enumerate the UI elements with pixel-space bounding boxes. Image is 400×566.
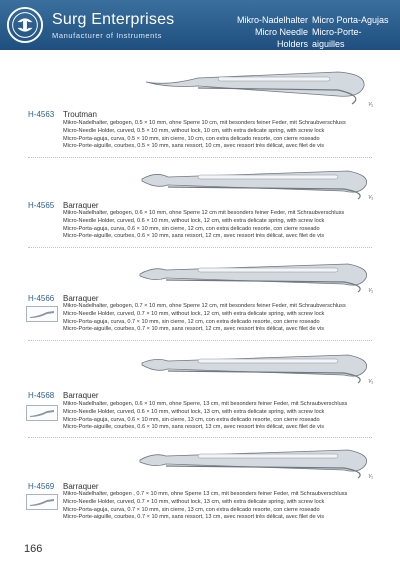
section-divider <box>28 247 372 248</box>
description-fr: Micro-Porte-aiguille, courbes, 0.6 × 10 mm, sans ressort, 12 cm, avec ressort très délicat, avec filet de vis <box>63 233 324 240</box>
product-h-4563 <box>0 64 400 154</box>
product-description <box>63 210 344 241</box>
description-es: Micro-Porta-aguja, curva, 0.6 × 10 mm, sin cierre, 13 cm, con extra delicado resorte, con cierre roseado <box>63 416 320 423</box>
scale-label: ¹⁄₁ <box>368 379 373 385</box>
description-es: Micro-Porta-aguja, curva, 0.7 × 10 mm, sin cierre, 12 cm, con extra delicado resorte, con cierre roseado <box>63 318 320 325</box>
description-es: Micro-Porta-aguja, curva, 0.7 × 10 mm, sin cierre, 13 cm, con extra delicado resorte, con cierre roseado <box>63 506 320 513</box>
product-name: Barraquer <box>63 201 99 210</box>
description-en: Micro-Needle Holder, curved, 0.5 × 10 mm, without lock, 10 cm, with extra delicate spring, with screw lock <box>63 127 325 134</box>
jaw-tip-detail-icon <box>26 306 58 322</box>
description-fr: Micro-Porte-aiguille, courbes, 0.5 × 10 mm, sans ressort, 10 cm, avec ressort très délicat, avec filet de vis <box>63 143 324 150</box>
description-fr: Micro-Porte-aiguille, courbes, 0.7 × 10 mm, sans ressort, 12 cm, avec ressort très délicat, avec filet de vis <box>63 326 324 333</box>
category-title-fr: Micro-Porte-aiguilles <box>312 27 362 49</box>
product-name: Barraquer <box>63 482 99 491</box>
description-es: Micro-Porta-aguja, curva, 0.5 × 10 mm, sin cierre, 10 cm, con extra delicado resorte, con cierre roseado <box>63 135 320 142</box>
description-de: Mikro-Nadelhalter, gebogen, 0.6 × 10 mm, ohne Sperre 12 cm mit besonders feiner Feder, mit Schraubverschluss <box>63 210 345 216</box>
description-de: Mikro-Nadelhalter, gebogen, 0.5 × 10 mm, ohne Sperre 10 cm, mit besonders feiner Feder, mit Schraubverschluss <box>63 120 346 126</box>
product-name: Troutman <box>63 110 97 119</box>
description-fr: Micro-Porte-aiguille, courbes, 0.6 × 10 mm, sans ressort, 13 cm, avec ressort très délicat, avec filet de vis <box>63 424 324 431</box>
product-name: Barraquer <box>63 391 99 400</box>
section-divider <box>28 340 372 341</box>
page-header <box>0 0 400 50</box>
needle-holder-image <box>138 440 372 484</box>
product-code: H-4566 <box>28 294 55 303</box>
product-description <box>63 303 346 334</box>
description-en: Micro-Needle Holder, curved, 0.6 × 10 mm, without lock, 13 cm, with extra delicate spring, with screw lock <box>63 408 325 415</box>
page-number: 166 <box>24 543 43 555</box>
surg-logo-icon <box>6 6 44 44</box>
scale-label: ¹⁄₁ <box>368 195 373 201</box>
product-name: Barraquer <box>63 294 99 303</box>
scale-label: ¹⁄₁ <box>368 102 373 108</box>
product-h-4565 <box>0 157 400 247</box>
product-code: H-4565 <box>28 201 55 210</box>
product-h-4568 <box>0 345 400 435</box>
brand-name: Surg Enterprises <box>52 11 175 28</box>
category-titles-right <box>312 14 394 50</box>
description-en: Micro-Needle Holder, curved, 0.7 × 10 mm, without lock, 12 cm, with extra delicate spring, with screw lock <box>63 310 325 317</box>
product-description <box>63 491 347 522</box>
product-code: H-4568 <box>28 391 55 400</box>
category-title-de: Mikro-Nadelhalter <box>236 15 308 25</box>
description-en: Micro-Needle Holder, curved, 0.6 × 10 mm, without lock, 12 cm, with extra delicate spring, with screw lock <box>63 217 325 224</box>
description-en: Micro-Needle Holder, curved, 0.7 × 10 mm, without lock, 13 cm, with extra delicate spring, with screw lock <box>63 498 325 505</box>
description-de: Mikro-Nadelhalter, gebogen, 0.7 × 10 mm, ohne Sperre 12 cm, mit besonders feiner Feder, mit Schraubverschluss <box>63 303 346 309</box>
jaw-tip-detail-icon <box>26 405 58 421</box>
product-h-4566 <box>0 250 400 340</box>
scale-label: ¹⁄₁ <box>368 474 373 480</box>
needle-holder-image <box>138 347 372 391</box>
category-title-es: Micro Porta-Agujas <box>312 15 389 25</box>
product-description <box>63 401 347 432</box>
product-code: H-4563 <box>28 110 55 119</box>
product-code: H-4569 <box>28 482 55 491</box>
needle-holder-image <box>138 66 372 110</box>
needle-holder-image <box>138 252 372 296</box>
product-h-4569 <box>0 438 400 528</box>
description-fr: Micro-Porte-aiguille, courbes, 0.7 × 10 mm, sans ressort, 13 cm, avec ressort très délicat, avec filet de vis <box>63 514 324 521</box>
category-title-en: Micro Needle Holders <box>254 27 308 49</box>
description-de: Mikro-Nadelhalter, gebogen, 0.6 × 10 mm, ohne Sperre, 13 cm, mit besonders feiner Feder, mit Schraubverschluss <box>63 401 348 407</box>
needle-holder-image <box>138 159 372 203</box>
brand-tagline: Manufacturer of Instruments <box>52 31 162 40</box>
product-description <box>63 120 346 151</box>
description-de: Mikro-Nadelhalter, gebogen , 0.7 × 10 mm, ohne Sperre 13 cm, mit besonders feiner Feder, mit Schraubverschluss <box>63 491 348 497</box>
description-es: Micro-Porta-aguja, curva, 0.6 × 10 mm, sin cierre, 12 cm, con extra delicado resorte, con cierre roseado <box>63 225 320 232</box>
jaw-tip-detail-icon <box>26 494 58 510</box>
category-titles-left <box>232 14 308 50</box>
scale-label: ¹⁄₁ <box>368 288 373 294</box>
